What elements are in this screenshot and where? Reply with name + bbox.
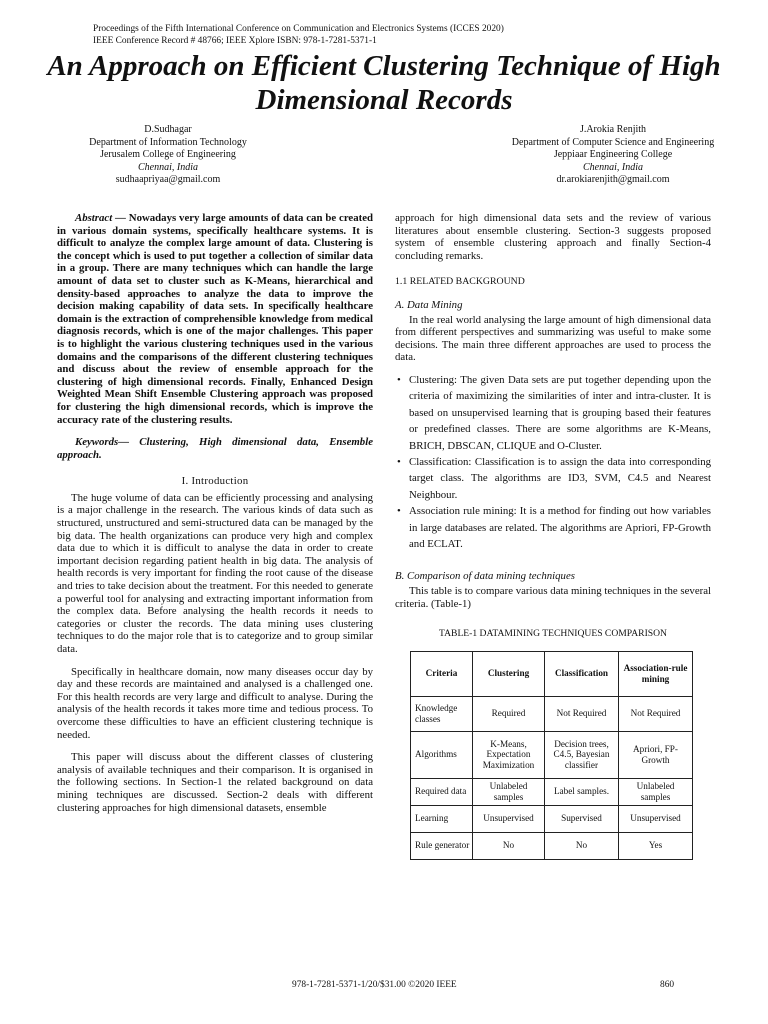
table-cell: Not Required xyxy=(619,696,693,731)
page-number: 860 xyxy=(660,980,675,990)
table-cell: Label samples. xyxy=(545,778,619,805)
table-row xyxy=(411,832,693,859)
table-cell: No xyxy=(473,832,545,859)
comparison-paragraph: This table is to compare various data mining techniques in the several criteria. (Table-1) xyxy=(395,585,711,610)
abstract-label: Abstract — xyxy=(75,212,126,224)
related-background-heading: 1.1 RELATED BACKGROUND xyxy=(395,276,525,288)
conference-header xyxy=(93,23,504,47)
intro-paragraph-3: This paper will discuss about the different classes of clustering analysis of available techniques and their comparison. It is organised in the following sections. In Section-1 the related background on data mining techniques are discussed. Section-2 deals with different clustering approaches for high dimensional datasets, ensemble xyxy=(57,751,373,814)
intro-paragraph-2: Specifically in healthcare domain, now many diseases occur day by day and these records are maintained and analysed is a challenged one. For this health records are very large and difficult to analyse. During the analysis of the health records it takes more time and tedious process. To overcome these difficulties to have an efficient clustering technique is needed. xyxy=(57,665,373,741)
table-cell: Unlabeled samples xyxy=(619,778,693,805)
table-row xyxy=(411,778,693,805)
subsection-heading-comparison: B. Comparison of data mining techniques xyxy=(395,570,575,583)
abstract-text: Nowadays very large amounts of data can be created in various domain systems, specifically healthcare systems. It is difficult to analyze the complex large amount of data. Clustering is the concept which is used to put together a collection of similar data in a group. There are many techniques which can handle the large amount of data set to cluster such as K-Means, hierarchical and density-based approaches to analyze the data to improve the decision making capability of data sets. In specifically healthcare domain is the extraction of comprehensible knowledge from medical diagnosis records, which is one of the major challenges. This paper is to highlight the various clustering techniques used in the various domains and the comparisons of the different clustering techniques and discuss about the review of ensemble approach for the clustering of high dimensional records. Finally, Enhanced Design Weighted Mean Shift Ensemble Clustering approach was proposed for clustering the high dimensional records, which is improve the accuracy rate of the clustering results. xyxy=(57,212,373,426)
table-cell: Apriori, FP-Growth xyxy=(619,731,693,778)
table-row xyxy=(411,805,693,832)
table-caption: TABLE-1 DATAMINING TECHNIQUES COMPARISON xyxy=(439,628,667,640)
table-cell: Unsupervised xyxy=(473,805,545,832)
author-location: Chennai, India xyxy=(138,161,198,173)
table-cell: Algorithms xyxy=(411,731,473,778)
author-dept: Department of Information Technology xyxy=(89,136,247,148)
left-column xyxy=(57,212,373,814)
table-cell: Supervised xyxy=(545,805,619,832)
author-dept: Department of Computer Science and Engineering xyxy=(511,136,715,148)
conference-line-1: Proceedings of the Fifth International Conference on Communication and Electronics Systems (ICCES 2020) xyxy=(93,24,504,34)
table-header-cell: Criteria xyxy=(411,651,473,696)
section-heading-introduction: I. Introduction xyxy=(181,475,249,488)
keywords: Keywords— Clustering, High dimensional data, Ensemble approach. xyxy=(57,436,373,461)
author-block-1 xyxy=(48,124,288,187)
list-item: • Association rule mining: It is a method for finding out how variables in large databases are related. The algorithms are Apriori, FP-Growth and ECLAT. xyxy=(395,503,711,552)
subsection-heading-data-mining: A. Data Mining xyxy=(395,298,463,311)
author-location: Chennai, India xyxy=(583,161,643,173)
table-header-cell: Classification xyxy=(545,651,619,696)
table-row xyxy=(411,696,693,731)
right-column xyxy=(395,212,711,860)
author-email: dr.arokiarenjith@gmail.com xyxy=(556,174,670,185)
comparison-table xyxy=(410,651,693,860)
author-name: J.Arokia Renjith xyxy=(579,124,647,135)
author-org: Jerusalem College of Engineering xyxy=(100,149,236,160)
table-cell: Not Required xyxy=(545,696,619,731)
table-header-cell: Association-rule mining xyxy=(619,651,693,696)
list-item: • Clustering: The given Data sets are put together depending upon the criteria of maximizing the similarities of inter and intra-cluster. It is based on unsupervised learning that is grouping based their features or predefined classes. There are some algorithms are K-Means, BRICH, DBSCAN, CLIQUE and O-Cluster. xyxy=(395,372,711,454)
table-cell: Learning xyxy=(411,805,473,832)
table-cell: Unlabeled samples xyxy=(473,778,545,805)
author-name: D.Sudhagar xyxy=(144,124,192,135)
abstract xyxy=(57,212,373,426)
table-cell: Yes xyxy=(619,832,693,859)
table-row xyxy=(411,731,693,778)
paper-title: An Approach on Efficient Clustering Technique of High Dimensional Records xyxy=(47,50,721,116)
author-org: Jeppiaar Engineering College xyxy=(553,149,673,160)
list-item: • Classification: Classification is to assign the data into corresponding target class. The algorithms are ID3, SVM, C4.5 and Nearest Neighbour. xyxy=(395,454,711,503)
footer-copyright: 978-1-7281-5371-1/20/$31.00 ©2020 IEEE xyxy=(292,980,457,990)
table-cell: No xyxy=(545,832,619,859)
table-cell: Required xyxy=(473,696,545,731)
data-mining-paragraph: In the real world analysing the large amount of high dimensional data from different perspectives and summarizing was useful to make some decisions. The main three different approaches are used to process the data. xyxy=(395,313,711,364)
table-cell: Decision trees, C4.5, Bayesian classifier xyxy=(545,731,619,778)
author-email: sudhaapriyaa@gmail.com xyxy=(115,174,221,185)
conference-line-2: IEEE Conference Record # 48766; IEEE Xplore ISBN: 978-1-7281-5371-1 xyxy=(93,36,377,46)
author-block-2 xyxy=(488,124,738,187)
intro-paragraph-1: The huge volume of data can be efficiently processing and analysing is a major challenge in the research. The various kinds of data such as structured, unstructured and semi-structured data can be managed by the big data. The health organizations can produce very high and complex data due to which it is difficult to analyse the data in order to create important decision regarding patient health in big data. The analysis of health records is very important for finding the root cause of the disease and tries to take decision about the treatment. For this needed to generate a powerful tool for analysing and extracting important information from the complex data. Before analysing the health records it needs to categories or cluster the records. The data mining uses clustering techniques to do the major role that is to categorize and to group similar data. xyxy=(57,491,373,655)
table-cell: Unsupervised xyxy=(619,805,693,832)
technique-list xyxy=(395,372,711,552)
table-cell: Rule generator xyxy=(411,832,473,859)
intro-paragraph-3-continued: approach for high dimensional data sets and the review of various literatures about ensemble clustering. Section-3 suggests proposed system of ensemble clustering approach and finally Section-4 concluding remarks. xyxy=(395,212,711,262)
table-cell: Knowledge classes xyxy=(411,696,473,731)
table-cell: K-Means, Expectation Maximization xyxy=(473,731,545,778)
table-header-row xyxy=(411,651,693,696)
table-cell: Required data xyxy=(411,778,473,805)
table-header-cell: Clustering xyxy=(473,651,545,696)
